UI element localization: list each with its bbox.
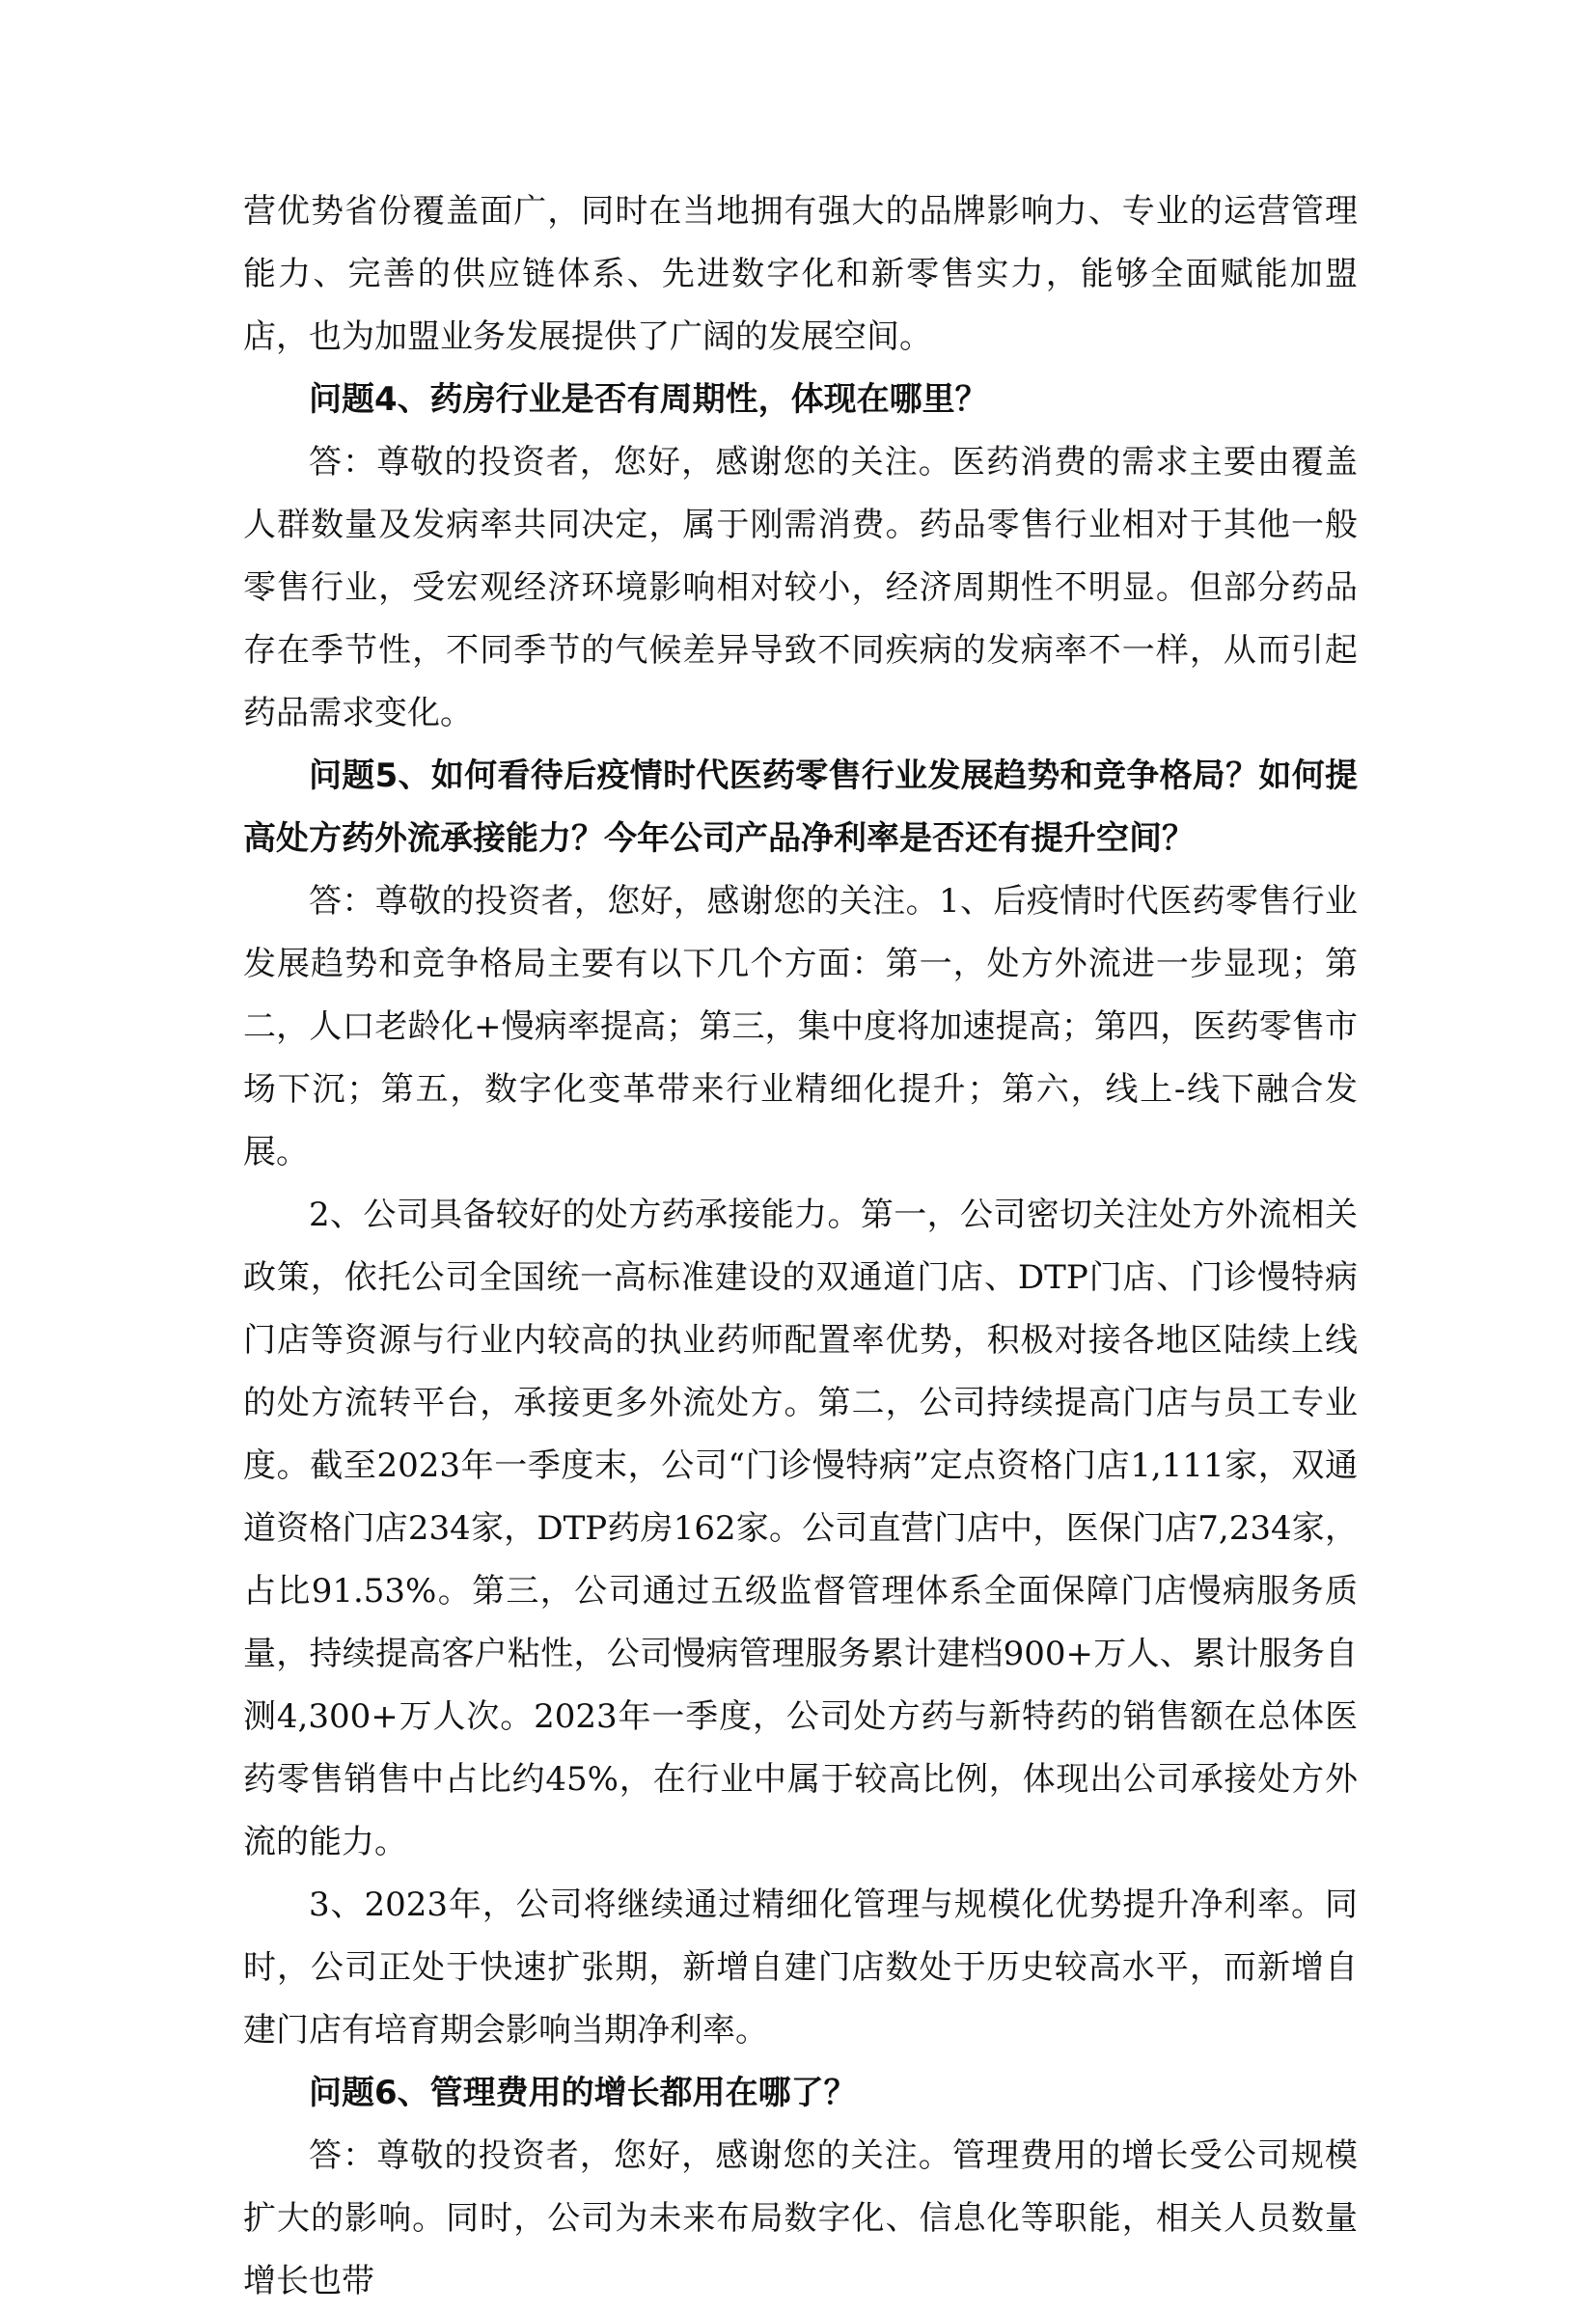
question-6-heading: 问题6、管理费用的增长都用在哪了？: [309, 2074, 857, 2112]
document-body: [243, 180, 1358, 2313]
paragraph-continuation: 营优势省份覆盖面广，同时在当地拥有强大的品牌影响力、专业的运营管理能力、完善的供应链体系、先进数字化和新零售实力，能够全面赋能加盟店，也为加盟业务发展提供了广阔的发展空间。: [243, 192, 1358, 356]
question-5-heading: 问题5、如何看待后疫情时代医药零售行业发展趋势和竞争格局？如何提高处方药外流承接能力？今年公司产品净利率是否还有提升空间？: [243, 757, 1358, 858]
answer-5-paragraph-3: 3、2023年，公司将继续通过精细化管理与规模化优势提升净利率。同时，公司正处于快速扩张期，新增自建门店数处于历史较高水平，而新增自建门店有培育期会影响当期净利率。: [243, 1886, 1358, 2050]
question-4-heading: 问题4、药房行业是否有周期性，体现在哪里？: [309, 380, 988, 419]
answer-4-paragraph: 答：尊敬的投资者，您好，感谢您的关注。医药消费的需求主要由覆盖人群数量及发病率共同决定，属于刚需消费。药品零售行业相对于其他一般零售行业，受宏观经济环境影响相对较小，经济周期性不明显。但部分药品存在季节性，不同季节的气候差异导致不同疾病的发病率不一样，从而引起药品需求变化。: [243, 443, 1358, 732]
answer-5-paragraph-1: 答：尊敬的投资者，您好，感谢您的关注。1、后疫情时代医药零售行业发展趋势和竞争格局主要有以下几个方面：第一，处方外流进一步显现；第二，人口老龄化+慢病率提高；第三，集中度将加速提高；第四，医药零售市场下沉；第五，数字化变革带来行业精细化提升；第六，线上-线下融合发展。: [243, 882, 1358, 1171]
answer-5-paragraph-2: 2、公司具备较好的处方药承接能力。第一，公司密切关注处方外流相关政策，依托公司全国统一高标准建设的双通道门店、DTP门店、门诊慢特病门店等资源与行业内较高的执业药师配置率优势，积极对接各地区陆续上线的处方流转平台，承接更多外流处方。第二，公司持续提高门店与员工专业度。截至2023年一季度末，公司“门诊慢特病”定点资格门店1,111家，双通道资格门店234家，DTP药房162家。公司直营门店中，医保门店7,234家，占比91.53%。第三，公司通过五级监督管理体系全面保障门店慢病服务质量，持续提高客户粘性，公司慢病管理服务累计建档900+万人、累计服务自测4,300+万人次。2023年一季度，公司处方药与新特药的销售额在总体医药零售销售中占比约45%，在行业中属于较高比例，体现出公司承接处方外流的能力。: [243, 1196, 1358, 1861]
answer-6-paragraph: 答：尊敬的投资者，您好，感谢您的关注。管理费用的增长受公司规模扩大的影响。同时，公司为未来布局数字化、信息化等职能，相关人员数量增长也带: [243, 2136, 1358, 2300]
